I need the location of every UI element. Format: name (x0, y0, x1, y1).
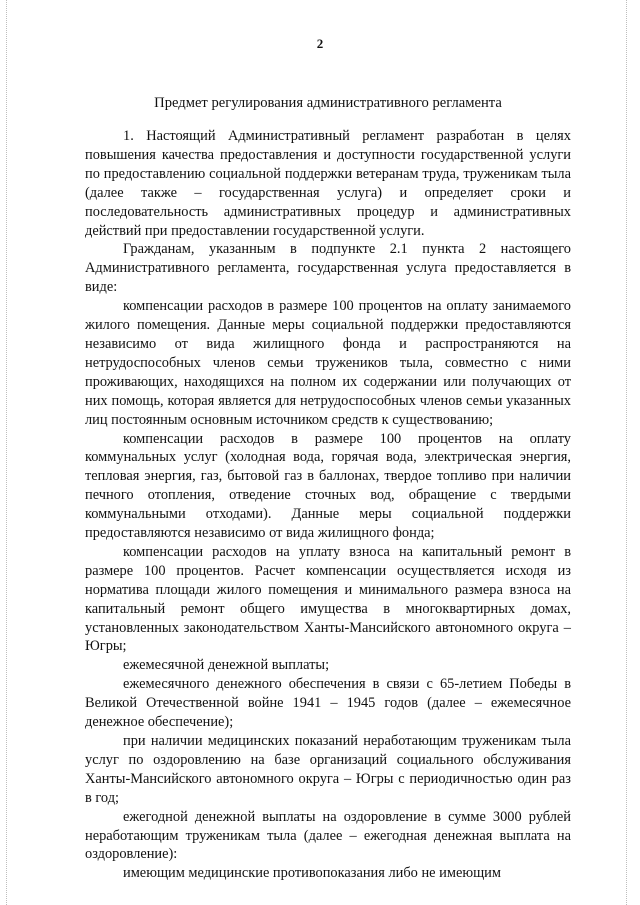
page-number: 2 (316, 36, 324, 51)
paragraph: компенсации расходов на уплату взноса на капитальный ремонт в размере 100 процентов. Расчет компенсации осуществляется исходя из норматива площади жилого помещения и минимального размера взноса на капитальный ремонт общего имущества в многоквартирных домах, установленных законодательством Ханты-Мансийского автономного округа – Югры; (85, 543, 571, 655)
document-body (85, 127, 571, 883)
section-title: Предмет регулирования административного регламента (154, 95, 502, 111)
paragraph: компенсации расходов в размере 100 процентов на оплату занимаемого жилого помещения. Данные меры социальной поддержки предоставляются независимо от вида жилищного фонда и распространяются на нетрудоспособных членов семьи тружеников тыла, совместно с ними проживающих, находящихся на полном их содержании или получающих от них помощь, которая является для нетрудоспособных членов семьи указанных лиц постоянным основным источником средств к существованию; (85, 298, 571, 428)
paragraph: ежегодной денежной выплаты на оздоровление в сумме 3000 рублей неработающим труженикам тыла (далее – ежегодная денежная выплата на оздоровление): (85, 808, 571, 863)
scan-edge-right (626, 0, 628, 905)
paragraph: компенсации расходов в размере 100 процентов на оплату коммунальных услуг (холодная вода, горячая вода, электрическая энергия, тепловая энергия, газ, бытовой газ в баллонах, твердое топливо при наличии печного отопления, отведение сточных вод, обращение с твердыми коммунальными отходами). Данные меры социальной поддержки предоставляются независимо от вида жилищного фонда; (85, 430, 571, 542)
scan-edge-left (6, 0, 8, 905)
paragraph: Гражданам, указанным в подпункте 2.1 пункта 2 настоящего Административного регламента, государственная услуга предоставляется в виде: (85, 241, 571, 296)
paragraph: 1. Настоящий Административный регламент разработан в целях повышения качества предоставления и доступности государственной услуги по предоставлению социальной поддержки ветеранам труда, труженикам тыла (далее также – государственная услуга) и определяет сроки и последовательность административных процедур и административных действий при предоставлении государственной услуги. (85, 128, 571, 239)
paragraph: ежемесячной денежной выплаты; (123, 657, 330, 674)
paragraph: ежемесячного денежного обеспечения в связи с 65-летием Победы в Великой Отечественной войне 1941 – 1945 годов (далее – ежемесячное денежное обеспечение); (85, 676, 571, 731)
paragraph: при наличии медицинских показаний неработающим труженикам тыла услуг по оздоровлению на базе организаций социального обслуживания Ханты-Мансийского автономного округа – Югры с периодичностью один раз в год; (85, 733, 571, 806)
paragraph: имеющим медицинские противопоказания либо не имеющим (123, 865, 501, 882)
